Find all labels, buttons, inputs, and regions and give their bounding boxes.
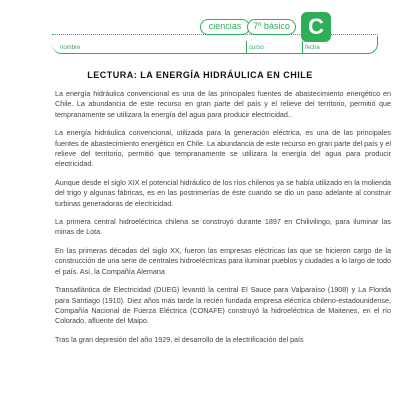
date-label: fecha [305,45,320,51]
paragraph: La energía hidráulica convencional, utilizada para la generación eléctrica, es una de las principales fuentes de abastecimiento energético en Chile. La abundancia de este recurso en gran parte del país y el relieve del territorio, permitió que tempranamente se utilizara la energía del agua para producir electricidad. [55,128,391,169]
course-label: curso [249,45,264,51]
paragraph: Aunque desde el siglo XIX el potencial hidráulico de los ríos chilenos ya se había utilizado en la molienda del trigo y algunas fábricas, es en las postrimerías de éste cuando se dio un paso adelante al construir turbinas generadoras de electricidad. [55,177,391,208]
paragraph: En las primeras décadas del siglo XX, fueron las empresas eléctricas las que se hicieron cargo de la construcción de una serie de centrales hidroeléctricas para iluminar pueblos y ciudades a lo largo de todo el país. Así, la Compañía Alemana [55,245,392,276]
header-dotted-line [52,34,378,35]
field-separator [302,41,303,54]
document-title: LECTURA: LA ENERGÍA HIDRÁULICA EN CHILE [87,70,313,80]
paragraph: La primera central hidroeléctrica chilena se construyó durante 1897 en Chilivilingo, para iluminar las minas de Lota. [55,217,391,237]
document-body [55,89,391,353]
subject-badge: C [301,12,331,42]
paragraph: La energía hidráulica convencional es una de las principales fuentes de abastecimiento energético en Chile. La abundancia de este recurso en gran parte del país y el relieve del territorio, permitió que tempranamente se utilizara la energía del agua para producir electricidad.. [55,89,391,119]
paragraph: Transatlántica de Electricidad (DUEG) levantó la central El Sauce para Valparaíso (1908) y La Florida para Santiago (1910). Diez años más tarde la recién fundada empresa eléctrica chileno-estadounidense, Compañía Nacional de Fuerza Eléctrica (CONAFE) construyó la hidroeléctrica de Maitenes, en el río Colorado, afluente del Maipo. [55,285,391,326]
header-frame [52,36,378,54]
grade-tag: 7º básico [247,19,296,35]
name-label: nombre [60,45,81,51]
paragraph: Tras la gran depresión del año 1929, el desarrollo de la electrificación del país [55,334,304,344]
subject-tag: ciencias [200,19,250,35]
field-separator [246,41,247,54]
